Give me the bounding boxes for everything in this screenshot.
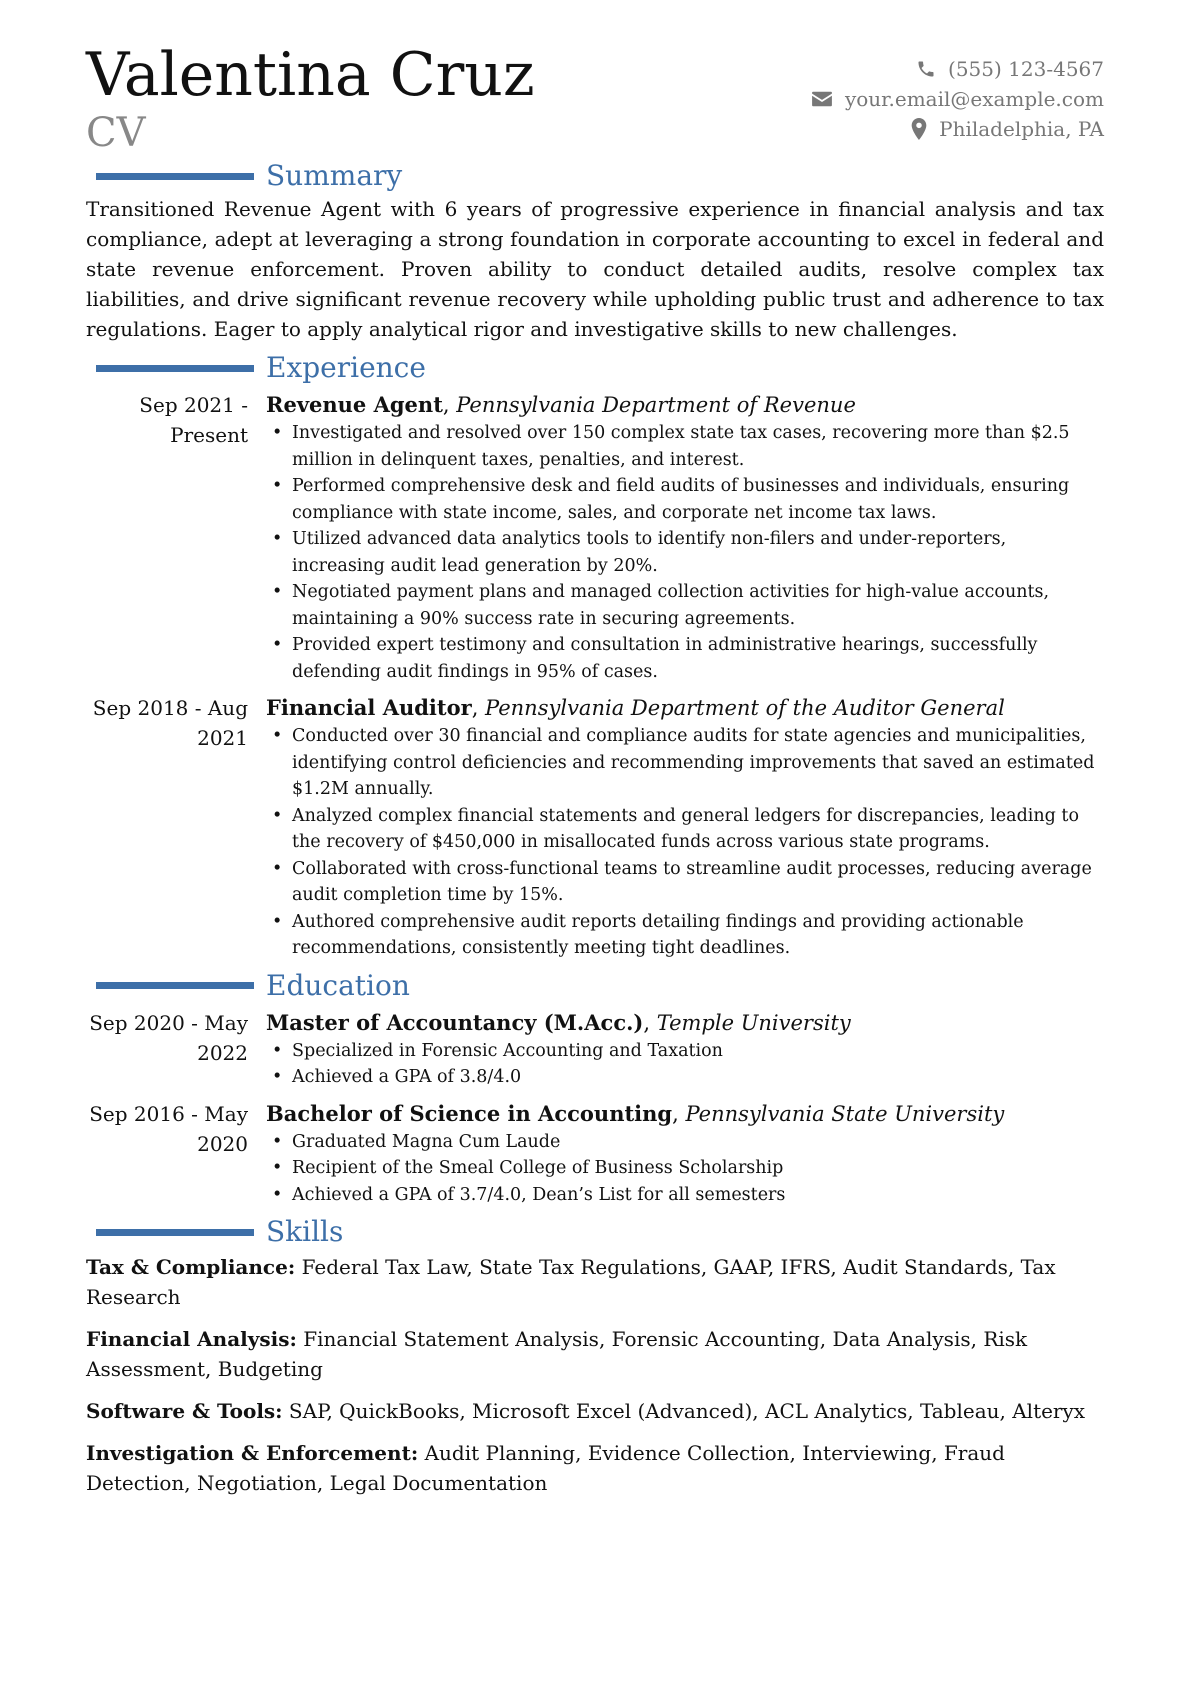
phone-text: (555) 123-4567 bbox=[948, 57, 1104, 81]
skill-row bbox=[86, 1324, 1104, 1384]
document-subtitle: CV bbox=[86, 110, 146, 156]
summary-text: Transitioned Revenue Agent with 6 years of progressive experience in financial analysis and tax compliance, adept at leveraging a strong foundation in corporate accounting to excel in federal and state revenue enforcement. Proven ability to conduct detailed audits, resolve complex tax liabilities, and drive significant revenue recovery while upholding public trust and adherence to tax regulations. Eager to apply analytical rigor and investigative skills to new challenges. bbox=[86, 197, 1104, 341]
summary-heading bbox=[86, 158, 1104, 194]
skill-category: Investigation & Enforcement: bbox=[86, 1441, 419, 1465]
entry-title: Revenue Agent, Pennsylvania Department of Revenue bbox=[266, 392, 856, 417]
list-item: • Conducted over 30 financial and compliance audits for state agencies and municipalities, identifying control deficiencies and recommending improvements that saved an estimated $1.2M annually. bbox=[266, 723, 1104, 803]
skill-values: Federal Tax Law, State Tax Regulations, GAAP, IFRS, Audit Standards, Tax Research bbox=[86, 1255, 1056, 1309]
organization: Pennsylvania Department of the Auditor General bbox=[485, 696, 1005, 720]
skill-row bbox=[86, 1438, 1104, 1498]
section-title: Skills bbox=[266, 1215, 344, 1248]
degree: Master of Accountancy (M.Acc.) bbox=[266, 1009, 644, 1035]
skill-category: Tax & Compliance: bbox=[86, 1255, 296, 1279]
contact-phone bbox=[811, 54, 1104, 84]
list-item: • Achieved a GPA of 3.7/4.0, Dean’s List for all semesters bbox=[266, 1182, 1104, 1209]
email-text[interactable]: your.email@example.com bbox=[844, 87, 1104, 111]
phone-icon bbox=[916, 59, 936, 79]
contact-email bbox=[811, 84, 1104, 114]
map-pin-icon bbox=[911, 118, 927, 140]
entry-title: Financial Auditor, Pennsylvania Department of the Auditor General bbox=[266, 695, 1005, 720]
skill-row bbox=[86, 1396, 1104, 1426]
list-item: • Analyzed complex financial statements and general ledgers for discrepancies, leading to the recovery of $450,000 in misallocated funds across various state programs. bbox=[266, 803, 1104, 856]
skill-values: Financial Statement Analysis, Forensic Accounting, Data Analysis, Risk Assessment, Budgeting bbox=[86, 1327, 1028, 1381]
entry-date: Sep 2021 - Present bbox=[139, 393, 248, 447]
experience-entry bbox=[86, 390, 1104, 685]
entry-title: Master of Accountancy (M.Acc.), Temple University bbox=[266, 1009, 851, 1035]
education-heading bbox=[86, 968, 1104, 1004]
entry-date: Sep 2020 - May 2022 bbox=[89, 1010, 248, 1065]
job-title: Revenue Agent bbox=[266, 392, 443, 417]
list-item: • Investigated and resolved over 150 complex state tax cases, recovering more than $2.5 million in delinquent taxes, penalties, and interest. bbox=[266, 420, 1104, 473]
experience-entry bbox=[86, 693, 1104, 962]
section-rule bbox=[96, 365, 254, 372]
entry-date: Sep 2018 - Aug 2021 bbox=[92, 696, 248, 750]
skill-category: Software & Tools: bbox=[86, 1399, 283, 1423]
education-entry bbox=[86, 1008, 1104, 1091]
list-item: • Achieved a GPA of 3.8/4.0 bbox=[266, 1064, 1104, 1091]
list-item: • Negotiated payment plans and managed collection activities for high-value accounts, maintaining a 90% success rate in securing agreements. bbox=[266, 579, 1104, 632]
job-title: Financial Auditor bbox=[266, 695, 472, 720]
contact-location bbox=[811, 114, 1104, 144]
section-rule bbox=[96, 982, 254, 989]
envelope-icon bbox=[811, 90, 833, 108]
experience-heading bbox=[86, 350, 1104, 386]
skill-category: Financial Analysis: bbox=[86, 1327, 297, 1351]
degree: Bachelor of Science in Accounting bbox=[266, 1100, 673, 1126]
skill-row bbox=[86, 1252, 1104, 1312]
candidate-name: Valentina Cruz bbox=[86, 40, 535, 110]
list-item: • Recipient of the Smeal College of Business Scholarship bbox=[266, 1155, 1104, 1182]
section-title: Summary bbox=[266, 159, 403, 192]
list-item: • Collaborated with cross-functional teams to streamline audit processes, reducing average audit completion time by 15%. bbox=[266, 856, 1104, 909]
section-title: Education bbox=[266, 968, 410, 1002]
list-item: • Provided expert testimony and consultation in administrative hearings, successfully defending audit findings in 95% of cases. bbox=[266, 632, 1104, 685]
skills-heading bbox=[86, 1214, 1104, 1250]
skills-list bbox=[86, 1252, 1104, 1498]
bullet-list bbox=[266, 1038, 1104, 1091]
institution: Pennsylvania State University bbox=[685, 1101, 1005, 1126]
entry-date: Sep 2016 - May 2020 bbox=[89, 1101, 248, 1156]
section-title: Experience bbox=[266, 351, 426, 384]
skill-values: SAP, QuickBooks, Microsoft Excel (Advanced), ACL Analytics, Tableau, Alteryx bbox=[288, 1399, 1086, 1423]
header bbox=[86, 0, 1104, 158]
bullet-list bbox=[266, 1129, 1104, 1209]
list-item: • Utilized advanced data analytics tools to identify non-filers and under-reporters, increasing audit lead generation by 20%. bbox=[266, 526, 1104, 579]
section-rule bbox=[96, 1229, 254, 1236]
list-item: • Graduated Magna Cum Laude bbox=[266, 1129, 1104, 1156]
entry-title: Bachelor of Science in Accounting, Pennsylvania State University bbox=[266, 1100, 1005, 1126]
bullet-list bbox=[266, 723, 1104, 962]
location-text: Philadelphia, PA bbox=[939, 117, 1104, 141]
list-item: • Performed comprehensive desk and field audits of businesses and individuals, ensuring compliance with state income, sales, and corporate net income tax laws. bbox=[266, 473, 1104, 526]
bullet-list bbox=[266, 420, 1104, 685]
education-entry bbox=[86, 1099, 1104, 1209]
organization: Pennsylvania Department of Revenue bbox=[456, 393, 856, 417]
institution: Temple University bbox=[656, 1010, 851, 1035]
section-rule bbox=[96, 173, 254, 180]
list-item: • Authored comprehensive audit reports detailing findings and providing actionable recommendations, consistently meeting tight deadlines. bbox=[266, 909, 1104, 962]
contact-info bbox=[811, 54, 1104, 144]
list-item: • Specialized in Forensic Accounting and Taxation bbox=[266, 1038, 1104, 1065]
skill-values: Audit Planning, Evidence Collection, Interviewing, Fraud Detection, Negotiation, Legal Documentation bbox=[86, 1441, 1005, 1495]
